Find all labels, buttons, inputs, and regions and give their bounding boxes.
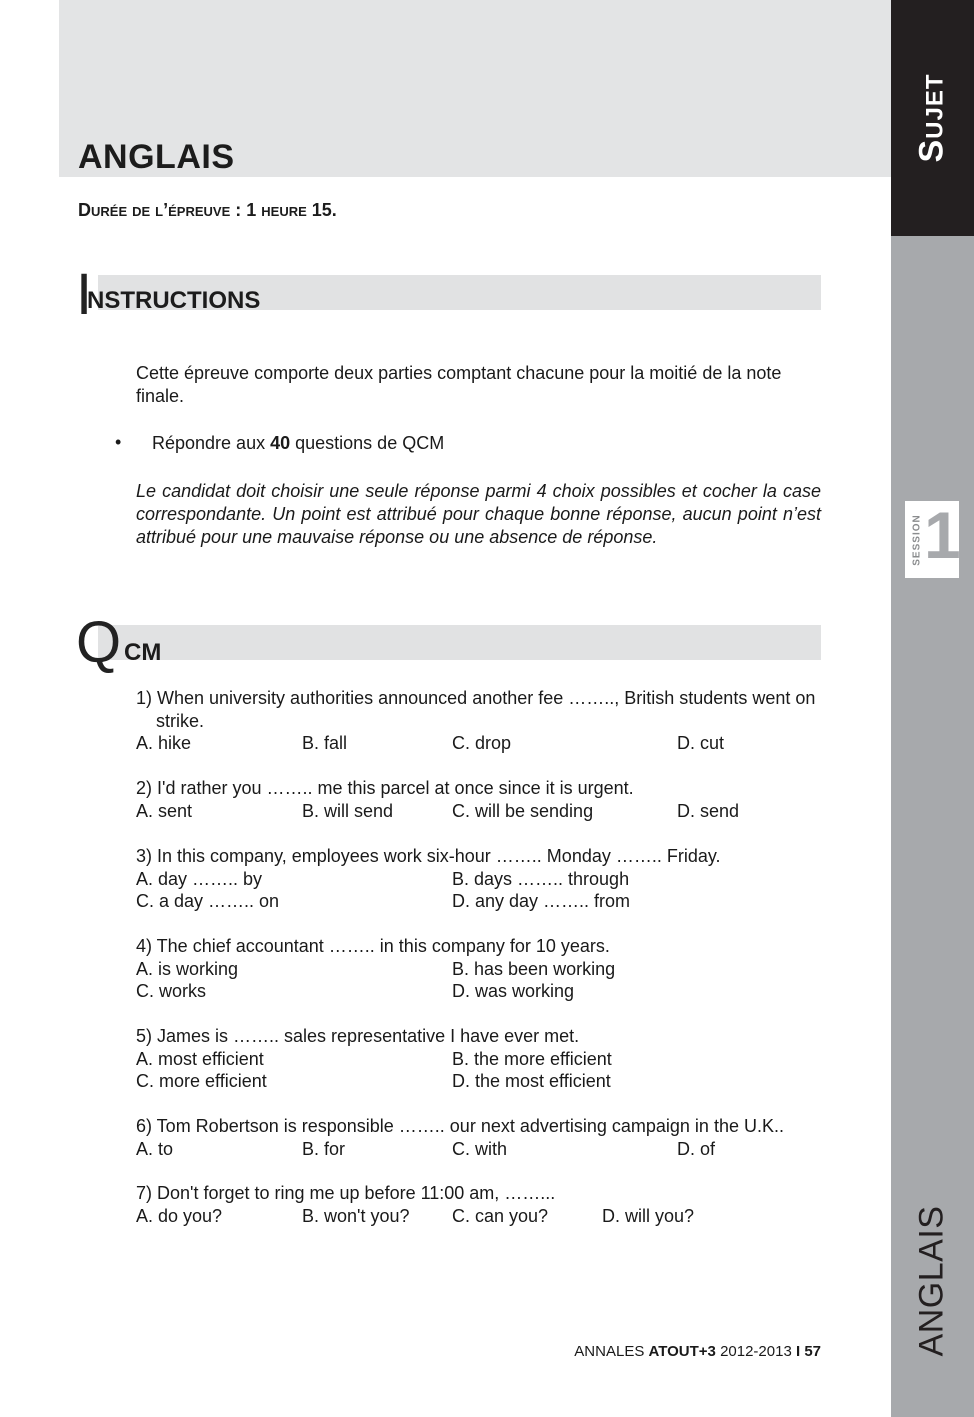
answer-option-c[interactable]: C. will be sending [452, 800, 594, 821]
answer-option-b[interactable]: B. fall [302, 733, 348, 753]
answer-option-c[interactable]: C. can you? [452, 1205, 549, 1226]
question-1 [136, 687, 826, 755]
answer-option-d[interactable]: D. send [677, 800, 740, 821]
answer-option-a[interactable]: A. do you? [136, 1205, 223, 1226]
question-stem: 4) The chief accountant …….. in this company for 10 years. [136, 936, 610, 956]
qcm-heading: CM [124, 639, 162, 666]
instructions-heading-initial: I [76, 262, 93, 327]
answer-option-c[interactable]: C. drop [452, 733, 512, 753]
footer-annales: ANNALES [574, 1343, 645, 1360]
answer-options [136, 868, 826, 891]
sidebar-subject-label: ANGLAIS [912, 1205, 951, 1357]
instructions-bullet [152, 432, 444, 455]
answer-option-c[interactable]: C. works [136, 981, 207, 1001]
question-stem: 3) In this company, employees work six-hour …….. Monday …….. Friday. [136, 846, 721, 866]
answer-options [136, 890, 826, 913]
answer-options [136, 732, 826, 755]
answer-option-b[interactable]: B. has been working [452, 958, 616, 979]
answer-option-a[interactable]: A. sent [136, 800, 193, 821]
answer-options [136, 1205, 826, 1228]
answer-option-c[interactable]: C. a day …….. on [136, 891, 280, 911]
footer-separator: I [795, 1343, 801, 1360]
answer-option-b[interactable]: B. will send [302, 800, 394, 821]
question-3 [136, 845, 826, 913]
answer-options [136, 1138, 826, 1161]
answer-option-d[interactable]: D. cut [677, 733, 725, 753]
answer-option-d[interactable]: D. the most efficient [452, 1071, 611, 1091]
page-number: 57 [804, 1343, 821, 1360]
answer-option-a[interactable]: A. is working [136, 958, 239, 979]
instructions-heading: NSTRUCTIONS [87, 287, 261, 314]
session-number: 1 [924, 498, 961, 572]
exam-duration: Durée de l’épreuve : 1 heure 15. [78, 200, 337, 220]
footer-year: 2012-2013 [720, 1343, 792, 1360]
answer-option-c[interactable]: C. more efficient [136, 1071, 267, 1091]
question-7 [136, 1182, 826, 1227]
sidebar-sujet-label: Sujet [912, 73, 951, 163]
question-6 [136, 1115, 826, 1160]
question-stem: 5) James is …….. sales representative I have ever met. [136, 1026, 580, 1046]
answer-option-a[interactable]: A. hike [136, 733, 192, 753]
page-title: ANGLAIS [78, 138, 235, 176]
answer-option-d[interactable]: D. any day …….. from [452, 891, 631, 911]
bullet-text-before: Répondre aux [152, 433, 271, 453]
question-4 [136, 935, 826, 1003]
answer-option-d[interactable]: D. will you? [602, 1205, 695, 1226]
answer-option-a[interactable]: A. day …….. by [136, 868, 263, 889]
instructions-intro: Cette épreuve comporte deux parties comptant chacune pour la moitié de la note finale. [136, 363, 782, 406]
question-5 [136, 1025, 826, 1093]
qcm-heading-initial: Q [76, 610, 122, 675]
answer-options [136, 1070, 826, 1093]
question-2 [136, 777, 826, 822]
footer-brand: ATOUT+3 [648, 1343, 716, 1360]
qcm-heading-bar [98, 625, 821, 660]
answer-options [136, 1048, 826, 1071]
scoring-note: Le candidat doit choisir une seule réponse parmi 4 choix possibles et cocher la case correspondante. Un point est attribué pour chaque bonne réponse, aucun point n’est attribué pour une mauvaise réponse ou une absence de réponse. [136, 481, 821, 547]
answer-option-b[interactable]: B. won't you? [302, 1205, 410, 1226]
bullet-icon: • [115, 432, 122, 452]
answer-option-a[interactable]: A. to [136, 1138, 174, 1159]
answer-options [136, 800, 826, 823]
answer-options [136, 980, 826, 1003]
answer-option-d[interactable]: D. of [677, 1138, 716, 1159]
answer-option-c[interactable]: C. with [452, 1138, 508, 1159]
question-stem: 6) Tom Robertson is responsible …….. our next advertising campaign in the U.K.. [136, 1116, 784, 1136]
question-count: 40 [270, 433, 291, 453]
session-label: SESSION [911, 514, 923, 566]
answer-option-b[interactable]: B. for [302, 1138, 346, 1159]
answer-option-d[interactable]: D. was working [452, 981, 575, 1001]
question-stem: 1) When university authorities announced another fee …….., British students went on strike. [136, 688, 816, 731]
answer-option-b[interactable]: B. days …….. through [452, 868, 630, 889]
page-footer [574, 1343, 821, 1360]
answer-options [136, 958, 826, 981]
answer-option-b[interactable]: B. the more efficient [452, 1048, 612, 1069]
question-stem: 2) I'd rather you …….. me this parcel at once since it is urgent. [136, 778, 634, 798]
bullet-text-after: questions de QCM [290, 433, 445, 453]
answer-option-a[interactable]: A. most efficient [136, 1048, 264, 1069]
question-stem: 7) Don't forget to ring me up before 11:00 am, ……... [136, 1183, 556, 1203]
